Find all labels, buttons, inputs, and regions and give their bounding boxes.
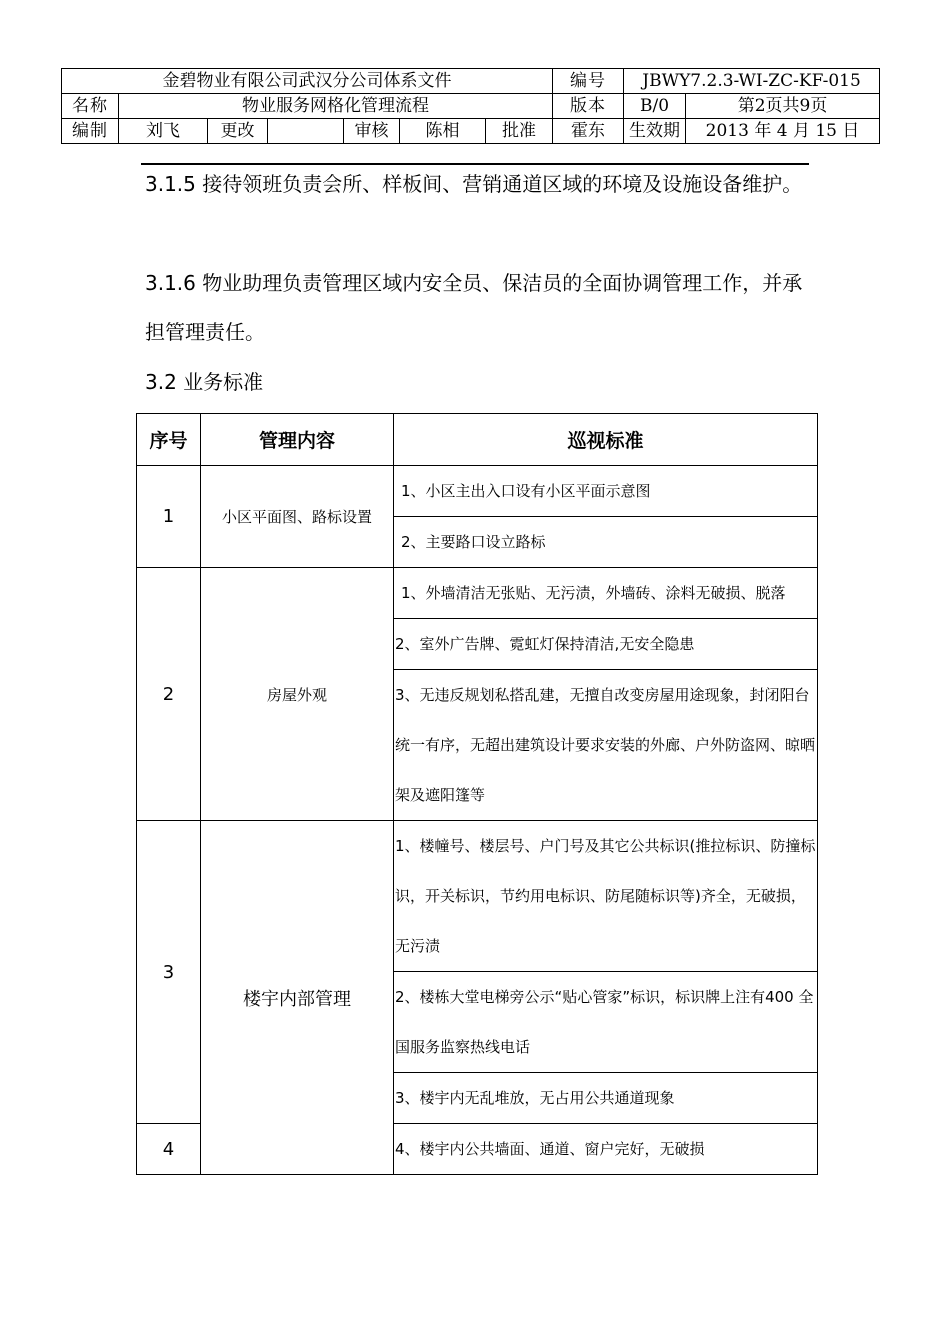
criterion: 1、小区主出入口设有小区平面示意图	[394, 466, 818, 517]
change-value	[268, 119, 344, 144]
criterion: 1、楼幢号、楼层号、户门号及其它公共标识(推拉标识、防撞标识，开关标识，节约用电标识、防尾随标识等)齐全，无破损，无污渍	[394, 821, 818, 972]
author-value: 刘飞	[119, 119, 208, 144]
header-no: 序号	[137, 414, 201, 466]
management-item: 楼宇内部管理	[201, 821, 394, 1175]
version-label: 版本	[553, 94, 624, 119]
code-label: 编号	[553, 69, 624, 94]
criterion: 2、室外广告牌、霓虹灯保持清洁,无安全隐患	[394, 619, 818, 670]
effective-label: 生效期	[624, 119, 686, 144]
page-info: 第2页共9页	[686, 94, 880, 119]
company-doc-title: 金碧物业有限公司武汉分公司体系文件	[62, 69, 553, 94]
table-header-row	[137, 414, 818, 466]
version-value: B/0	[624, 94, 686, 119]
review-label: 审核	[344, 119, 400, 144]
criterion: 2、楼栋大堂电梯旁公示“贴心管家”标识，标识牌上注有400 全国服务监察热线电话	[394, 972, 818, 1073]
paragraph-3-1-5: 3.1.5 接待领班负责会所、样板间、营销通道区域的环境及设施设备维护。	[145, 172, 803, 196]
code-value: JBWY7.2.3-WI-ZC-KF-015	[624, 69, 880, 94]
header-content: 管理内容	[201, 414, 394, 466]
row-number: 2	[137, 568, 201, 821]
criterion: 1、外墙清洁无张贴、无污渍，外墙砖、涂料无破损、脱落	[394, 568, 818, 619]
row-number: 1	[137, 466, 201, 568]
criterion: 3、无违反规划私搭乱建，无擅自改变房屋用途现象，封闭阳台统一有序，无超出建筑设计要求安装的外廊、户外防盗网、晾晒架及遮阳篷等	[394, 670, 818, 821]
table-row	[137, 466, 818, 517]
change-label: 更改	[208, 119, 268, 144]
management-item: 房屋外观	[201, 568, 394, 821]
approve-label: 批准	[486, 119, 553, 144]
section-heading-3-2: 3.2 业务标准	[145, 370, 264, 394]
criterion: 2、主要路口设立路标	[394, 517, 818, 568]
review-value: 陈相	[400, 119, 486, 144]
approve-value: 霍东	[553, 119, 624, 144]
document-header-table	[61, 68, 880, 144]
paragraph-3-1-6: 3.1.6 物业助理负责管理区域内安全员、保洁员的全面协调管理工作，并承担管理责任。	[145, 271, 803, 344]
table-row	[137, 821, 818, 972]
author-label: 编制	[62, 119, 119, 144]
header-standard: 巡视标准	[394, 414, 818, 466]
row-number: 4	[137, 1124, 201, 1175]
criterion: 4、楼宇内公共墙面、通道、窗户完好，无破损	[394, 1124, 818, 1175]
name-value: 物业服务网格化管理流程	[119, 94, 553, 119]
name-label: 名称	[62, 94, 119, 119]
criterion: 3、楼宇内无乱堆放，无占用公共通道现象	[394, 1073, 818, 1124]
table-row	[137, 568, 818, 619]
management-item: 小区平面图、路标设置	[201, 466, 394, 568]
business-standards-table	[136, 413, 818, 1175]
row-number: 3	[137, 821, 201, 1124]
effective-value: 2013 年 4 月 15 日	[686, 119, 880, 144]
